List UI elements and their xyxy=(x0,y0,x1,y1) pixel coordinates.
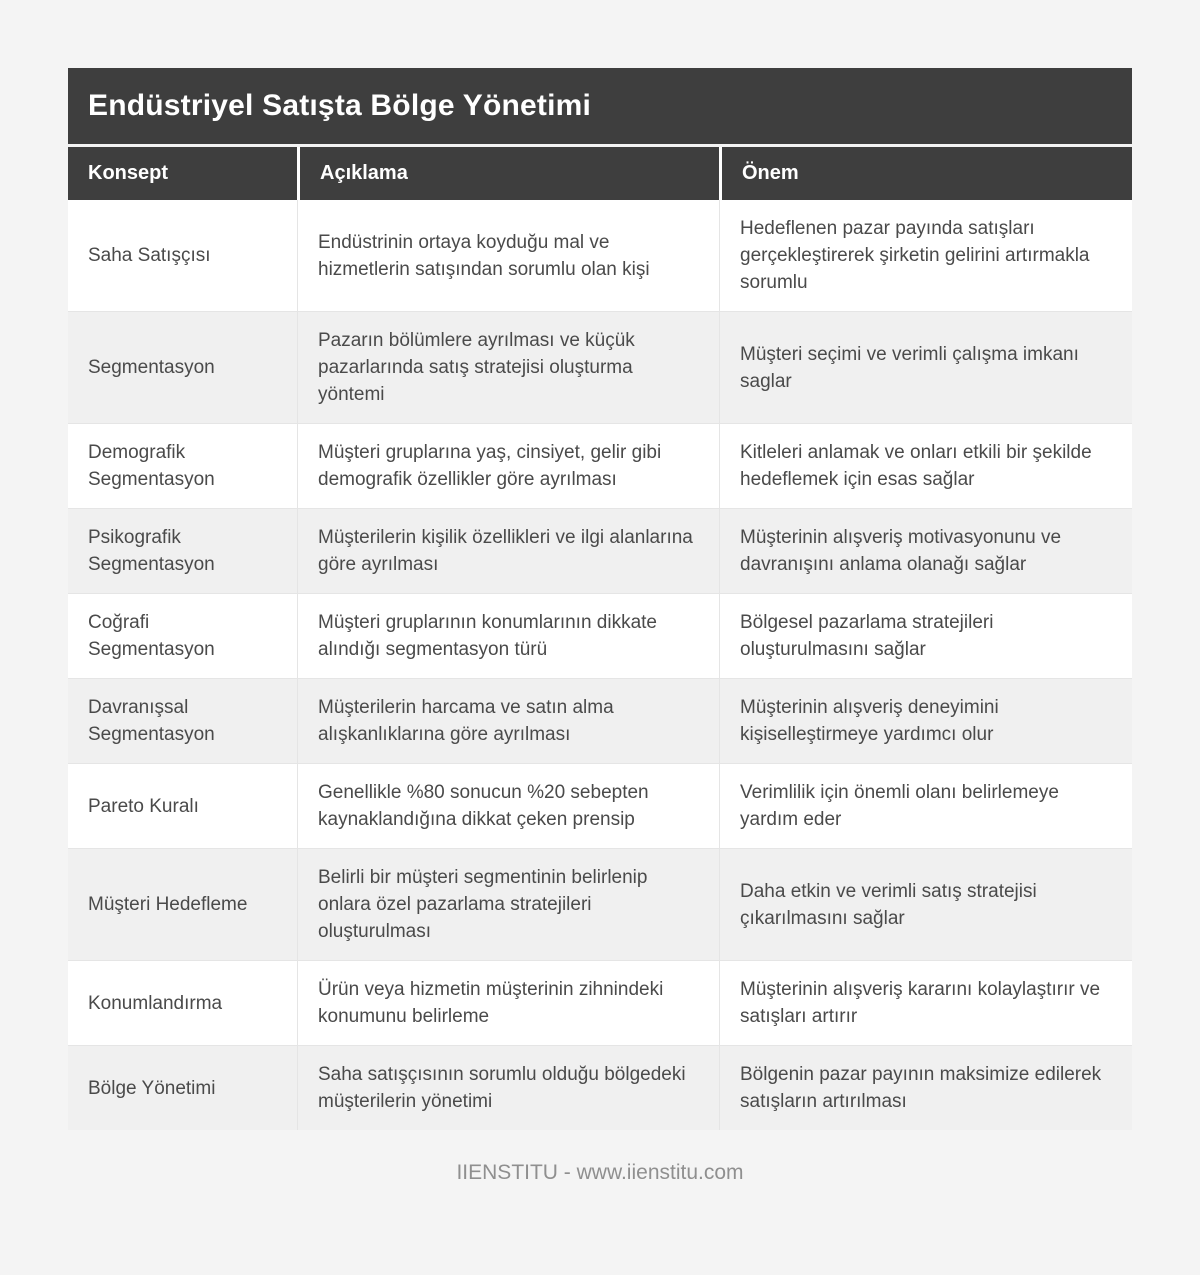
importance-cell: Bölgenin pazar payının maksimize edilerek satışların artırılması xyxy=(719,1045,1132,1130)
concept-cell: Psikografik Segmentasyon xyxy=(68,508,297,593)
table-row xyxy=(68,960,1132,1045)
importance-cell: Müşteri seçimi ve verimli çalışma imkanı saglar xyxy=(719,311,1132,423)
description-cell: Pazarın bölümlere ayrılması ve küçük pazarlarında satış stratejisi oluşturma yöntemi xyxy=(297,311,719,423)
description-cell: Ürün veya hizmetin müşterinin zihnindeki konumunu belirleme xyxy=(297,960,719,1045)
description-cell: Genellikle %80 sonucun %20 sebepten kaynaklandığına dikkat çeken prensip xyxy=(297,763,719,848)
table-header xyxy=(68,147,1132,200)
table-row xyxy=(68,593,1132,678)
importance-cell: Daha etkin ve verimli satış stratejisi çıkarılmasını sağlar xyxy=(719,848,1132,960)
importance-cell: Hedeflenen pazar payında satışları gerçekleştirerek şirketin gelirini artırmakla sorumlu xyxy=(719,200,1132,311)
concept-cell: Coğrafi Segmentasyon xyxy=(68,593,297,678)
description-cell: Endüstrinin ortaya koyduğu mal ve hizmetlerin satışından sorumlu olan kişi xyxy=(297,200,719,311)
column-header-onem: Önem xyxy=(719,147,1132,200)
table-row xyxy=(68,508,1132,593)
importance-cell: Bölgesel pazarlama stratejileri oluşturulmasını sağlar xyxy=(719,593,1132,678)
concept-cell: Saha Satışçısı xyxy=(68,200,297,311)
importance-cell: Müşterinin alışveriş motivasyonunu ve davranışını anlama olanağı sağlar xyxy=(719,508,1132,593)
concept-cell: Segmentasyon xyxy=(68,311,297,423)
table-row xyxy=(68,311,1132,423)
table-row xyxy=(68,200,1132,311)
concept-cell: Müşteri Hedefleme xyxy=(68,848,297,960)
footer-credit: IIENSTITU - www.iienstitu.com xyxy=(456,1161,744,1184)
concept-cell: Bölge Yönetimi xyxy=(68,1045,297,1130)
table-row xyxy=(68,1045,1132,1130)
concept-cell: Demografik Segmentasyon xyxy=(68,423,297,508)
description-cell: Müşterilerin harcama ve satın alma alışkanlıklarına göre ayrılması xyxy=(297,678,719,763)
description-cell: Belirli bir müşteri segmentinin belirlenip onlara özel pazarlama stratejileri oluşturulması xyxy=(297,848,719,960)
table-row xyxy=(68,848,1132,960)
column-header-aciklama: Açıklama xyxy=(297,147,719,200)
table-card xyxy=(68,68,1132,1130)
page-title: Endüstriyel Satışta Bölge Yönetimi xyxy=(68,68,1132,144)
description-cell: Müşteri gruplarının konumlarının dikkate alındığı segmentasyon türü xyxy=(297,593,719,678)
importance-cell: Verimlilik için önemli olanı belirlemeye yardım eder xyxy=(719,763,1132,848)
table-row xyxy=(68,423,1132,508)
table-body xyxy=(68,200,1132,1130)
concept-cell: Pareto Kuralı xyxy=(68,763,297,848)
column-header-konsept: Konsept xyxy=(68,147,297,200)
description-cell: Müşteri gruplarına yaş, cinsiyet, gelir gibi demografik özellikler göre ayrılması xyxy=(297,423,719,508)
description-cell: Müşterilerin kişilik özellikleri ve ilgi alanlarına göre ayrılması xyxy=(297,508,719,593)
concept-table xyxy=(68,147,1132,1130)
concept-cell: Davranışsal Segmentasyon xyxy=(68,678,297,763)
description-cell: Saha satışçısının sorumlu olduğu bölgedeki müşterilerin yönetimi xyxy=(297,1045,719,1130)
table-row xyxy=(68,678,1132,763)
header-row xyxy=(68,147,1132,200)
table-row xyxy=(68,763,1132,848)
importance-cell: Kitleleri anlamak ve onları etkili bir şekilde hedeflemek için esas sağlar xyxy=(719,423,1132,508)
importance-cell: Müşterinin alışveriş deneyimini kişiselleştirmeye yardımcı olur xyxy=(719,678,1132,763)
concept-cell: Konumlandırma xyxy=(68,960,297,1045)
importance-cell: Müşterinin alışveriş kararını kolaylaştırır ve satışları artırır xyxy=(719,960,1132,1045)
